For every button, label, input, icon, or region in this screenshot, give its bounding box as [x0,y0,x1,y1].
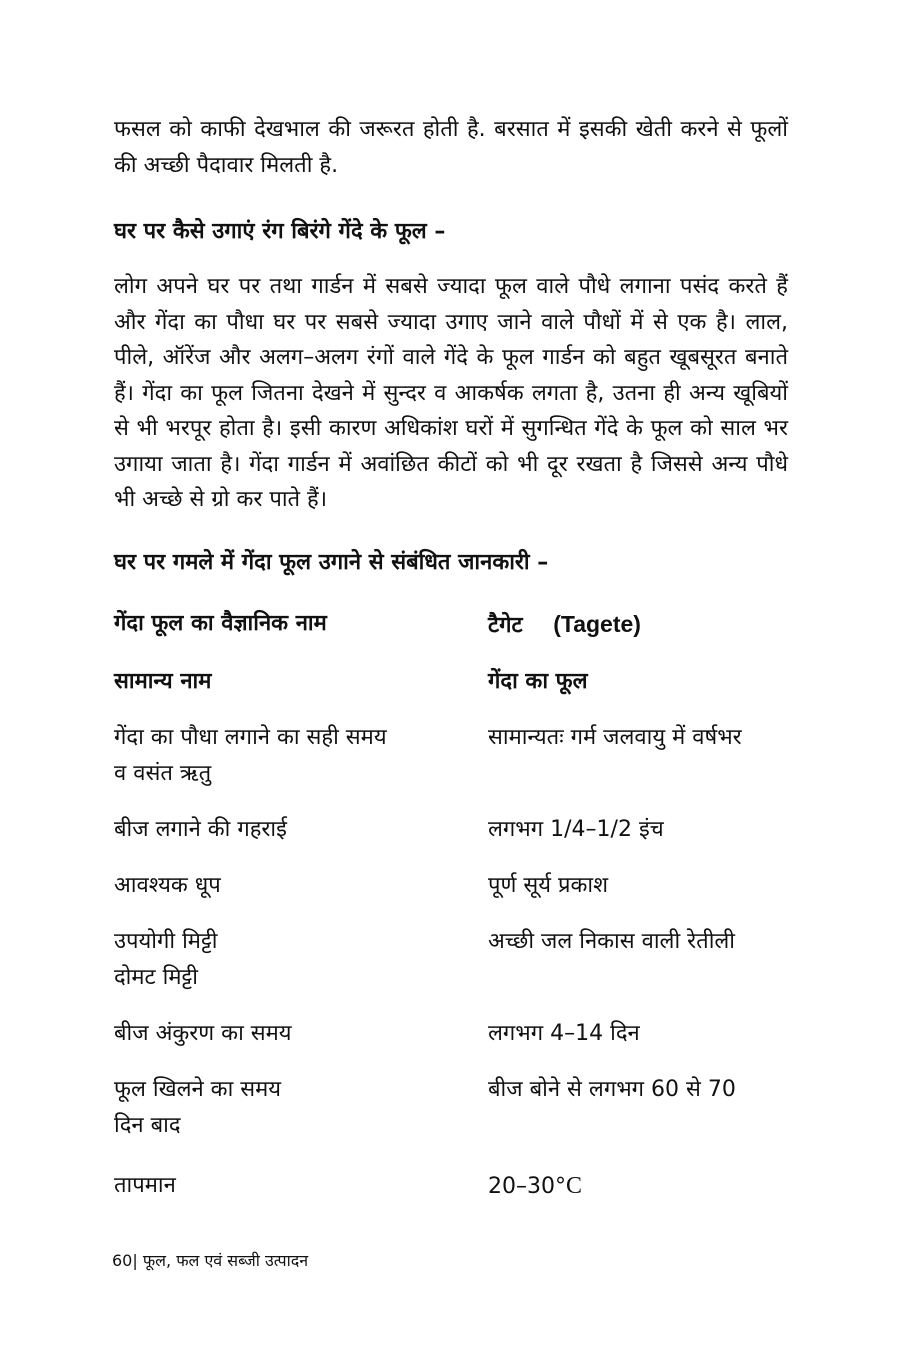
info-row-common-name [114,664,788,700]
info-label-line: फूल खिलने का समय [114,1076,282,1102]
info-label: तापमान [114,1172,176,1198]
page-footer: 60| फूल, फल एवं सब्जी उत्पादन [112,1251,309,1270]
info-value: बीज बोने से लगभग 60 से 70 [488,1076,736,1102]
info-value-latin: (Tagete) [553,610,641,637]
info-table [114,606,788,1205]
info-row-flowering [114,1072,788,1144]
info-label-line: दिन बाद [114,1112,181,1138]
body-paragraph: लोग अपने घर पर तथा गार्डन में सबसे ज्यादा फूल वाले पौधे लगाना पसंद करते हैं और गेंदा का पौधा घर पर सबसे ज्यादा उगाए जाने वाले पौधों में से एक है। लाल, पीले, ऑरेंज और अलग–अलग रंगों वाले गेंदे के फूल गार्डन को बहुत खूबसूरत बनाते हैं। गेंदा का फूल जितना देखने में सुन्दर व आकर्षक लगता है, उतना ही अन्य खूबियों से भी भरपूर होता है। इसी कारण अधिकांश घरों में सुगन्धित गेंदे के फूल को साल भर उगाया जाता है। गेंदा गार्डन में अवांछित कीटों को भी दूर रखता है जिससे अन्य पौधे भी अच्छे से ग्रो कर पाते हैं। [114,274,788,512]
info-row-seed-depth [114,812,788,848]
info-label-line: दोमट मिट्टी [114,964,198,990]
section-heading-pot-info: घर पर गमले में गेंदा फूल उगाने से संबंधित जानकारी – [114,549,549,575]
info-value: पूर्ण सूर्य प्रकाश [488,872,609,898]
info-value-hindi: टैगेट [488,612,523,638]
info-value: सामान्यतः गर्म जलवायु में वर्षभर [488,724,742,750]
info-label: सामान्य नाम [114,668,212,694]
info-label [114,720,488,792]
info-value [488,1168,788,1205]
info-row-scientific-name [114,606,788,644]
info-label-line: उपयोगी मिट्टी [114,928,218,954]
info-label [114,924,488,996]
section-heading-grow-marigold: घर पर कैसे उगाएं रंग बिरंगे गेंदे के फूल – [114,219,446,244]
info-value: गेंदा का फूल [488,668,588,694]
info-row-sunlight [114,868,788,904]
info-row-planting-time [114,720,788,792]
intro-paragraph: फसल को काफी देखभाल की जरूरत होती है. बरसात में इसकी खेती करने से फूलों की अच्छी पैदावार मिलती है. [114,117,788,178]
info-value: लगभग 4–14 दिन [488,1020,640,1046]
info-value: लगभग 1/4–1/2 इंच [488,816,664,842]
info-label: गेंदा फूल का वैज्ञानिक नाम [114,610,327,636]
info-label-line: व वसंत ऋतु [114,760,212,786]
info-label-line: गेंदा का पौधा लगाने का सही समय [114,724,387,750]
page-content [114,112,788,1205]
temperature-unit: C [566,1172,583,1199]
temperature-range: 20–30° [488,1173,566,1199]
info-label: आवश्यक धूप [114,872,221,898]
info-value: अच्छी जल निकास वाली रेतीली [488,928,736,954]
info-row-soil [114,924,788,996]
info-row-germination [114,1016,788,1052]
info-label: बीज लगाने की गहराई [114,816,287,842]
info-row-temperature [114,1168,788,1205]
info-label: बीज अंकुरण का समय [114,1020,292,1046]
info-label [114,1072,488,1144]
info-value [488,606,788,644]
